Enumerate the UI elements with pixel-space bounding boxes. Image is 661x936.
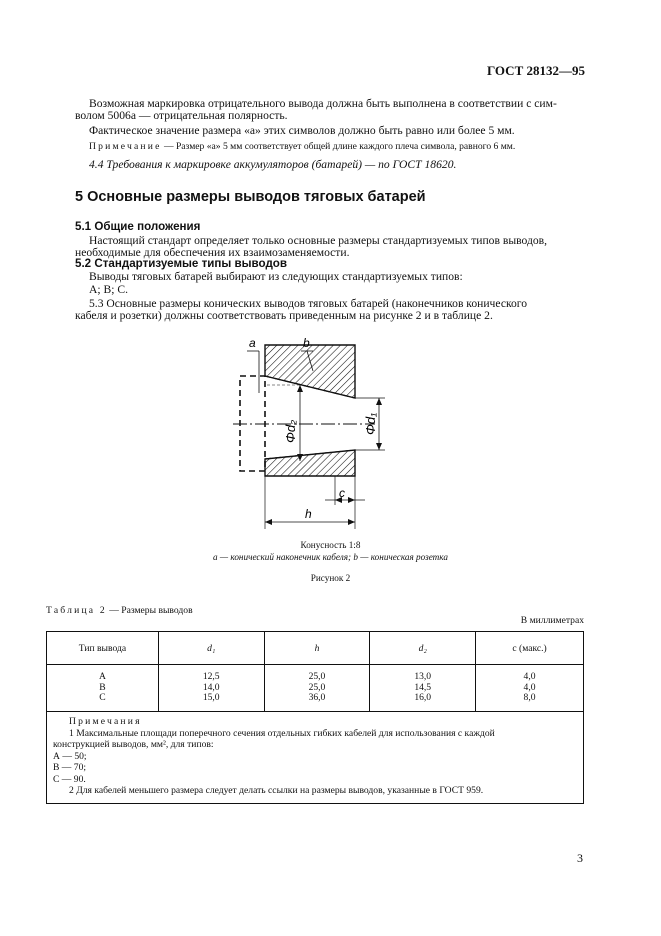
note-1-type-b: В — 70; [53,762,87,773]
label-a: a [249,336,256,350]
table-caption-label: Таблица 2 [46,605,107,616]
label-c: c [339,486,345,500]
note-text: — Размер «а» 5 мм соответствует общей длине каждого плеча символа, равного 6 мм. [161,141,516,152]
intro-line-1: Возможная маркировка отрицательного вывода должна быть выполнена в соответствии с сим- [89,97,557,110]
table-cell: 36,0 [308,692,326,704]
figure-caption: Рисунок 2 [310,573,351,583]
table-cell: 12,5 [202,671,220,683]
table-cell: 4,0 [523,681,536,693]
table-cell: 8,0 [523,692,536,704]
dimensions-table [46,631,584,804]
header-c: c (макс.) [476,632,584,665]
intro-note [75,140,585,154]
table-cell: 25,0 [308,681,326,693]
table-cell: С [99,692,106,704]
table-cell: 16,0 [414,692,432,704]
figure-2-drawing [225,333,425,538]
table-cell: 4,0 [523,671,536,683]
figure-legend-text: a — конический наконечник кабеля; b — коническая розетка [213,552,448,562]
section-5-1-text-2: необходимые для обеспечения их взаимозаменяемости. [75,246,350,259]
standard-number: ГОСТ 28132—95 [486,63,585,78]
label-b: b [303,336,310,350]
note-1-line-1: 1 Максимальные площади поперечного сечения отдельных гибких кабелей для использования с каждой [69,727,495,739]
figure-taper-note: Конусность 1:8 [300,540,361,550]
figure-legend [0,552,661,562]
table-caption-text: — Размеры выводов [106,605,193,616]
table-cell: 13,0 [414,671,432,683]
table-units: В миллиметрах [520,615,584,626]
table-notes-row [47,712,584,804]
header-d1: d₁ [158,632,264,665]
header-type: Тип вывода [47,632,159,665]
section-5-3-line-1: 5.3 Основные размеры конических выводов тяговых батарей (наконечников конического [89,297,528,310]
table-cell: 14,5 [414,681,432,693]
table-cell: 25,0 [308,671,326,683]
label-h: h [305,507,312,521]
table-row [47,665,584,712]
table-cell: А [98,671,106,683]
section-5-1-title: 5.1 Общие положения [75,220,201,233]
cable-lug-outline [240,376,265,471]
section-5-2-types: А; В; С. [89,283,128,296]
intro-paragraph-2: Фактическое значение размера «а» этих символов должно быть равно или более 5 мм. [89,124,515,137]
section-5-3-line-2: кабеля и розетки) должны соответствовать приведенным на рисунке 2 и в таблице 2. [75,309,493,322]
header-h: h [264,632,370,665]
table-cell: 15,0 [202,692,220,704]
d1-column [158,665,264,712]
note-1-type-c: С — 90. [53,773,86,785]
socket-upper-section [265,345,355,398]
section-5-2-text: Выводы тяговых батарей выбирают из следующих стандартизуемых типов: [89,270,463,283]
section-5-title: 5 Основные размеры выводов тяговых батарей [75,189,426,205]
table-cell: 14,0 [202,681,220,693]
label-d1: Φd₁ [363,412,378,435]
section-5-2-title: 5.2 Стандартизуемые типы выводов [75,257,288,270]
table-caption [46,604,556,618]
intro-line-2: волом 5006а — отрицательная полярность. [75,109,288,122]
d2-column [370,665,476,712]
note-label: Примечание [89,141,162,152]
page-number: 3 [577,851,583,865]
header-d2: d₂ [370,632,476,665]
table-cell: В [99,681,106,693]
section-5-1-text-1: Настоящий стандарт определяет только основные размеры стандартизуемых типов выводов, [89,234,548,247]
table-header-row [47,632,584,665]
h-column [264,665,370,712]
note-1-type-a: А — 50; [53,750,87,762]
c-column [476,665,584,712]
label-d2: Φd₂ [283,419,298,443]
table-notes [47,712,584,804]
notes-title: Примечания [69,716,142,727]
note-2: 2 Для кабелей меньшего размера следует делать ссылки на размеры выводов, указанные в ГОСТ 959. [69,785,484,796]
clause-4-4: 4.4 Требования к маркировке аккумуляторов (батарей) — по ГОСТ 18620. [89,158,457,171]
note-1-line-2: конструкцией выводов, мм², для типов: [53,739,214,750]
type-column [47,665,159,712]
